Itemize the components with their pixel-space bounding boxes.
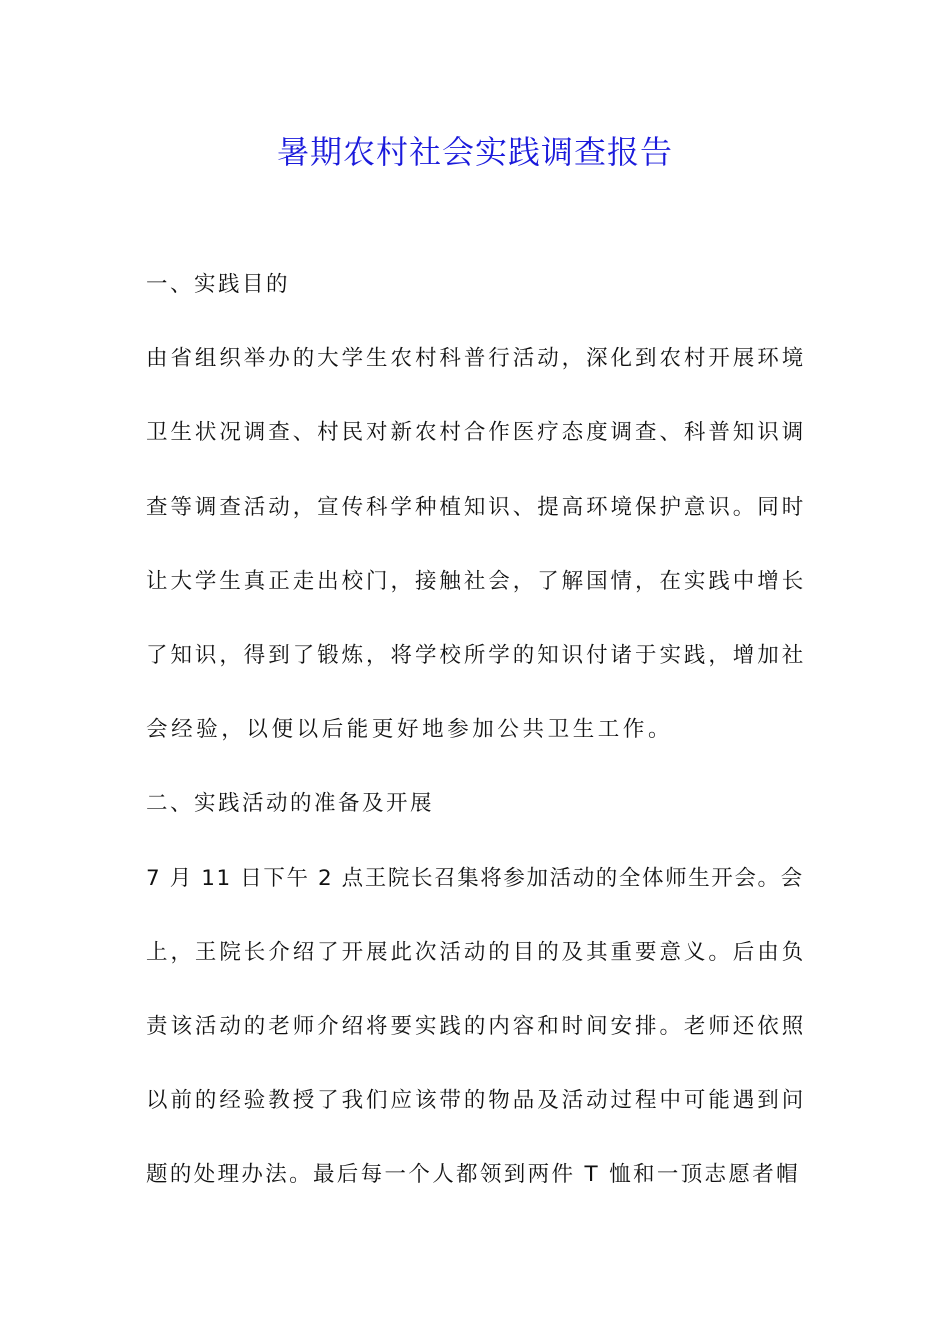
paragraph-line: 会经验，以便以后能更好地参加公共卫生工作。 xyxy=(146,717,674,743)
section-heading-preparation: 二、实践活动的准备及开展 xyxy=(146,791,435,817)
paragraph-line: 题的处理办法。最后每一个人都领到两件 T 恤和一顶志愿者帽 xyxy=(146,1162,800,1188)
section-heading-purpose: 一、实践目的 xyxy=(146,272,291,297)
paragraph-line: 查等调查活动，宣传科学种植知识、提高环境保护意识。同时 xyxy=(146,494,807,520)
paragraph-line: 责该活动的老师介绍将要实践的内容和时间安排。老师还依照 xyxy=(146,1013,807,1039)
document-title: 暑期农村社会实践调查报告 xyxy=(276,133,673,171)
paragraph-line: 以前的经验教授了我们应该带的物品及活动过程中可能遇到问 xyxy=(146,1088,807,1114)
document-body xyxy=(146,258,806,1222)
paragraph-line: 卫生状况调查、村民对新农村合作医疗态度调查、科普知识调 xyxy=(146,420,807,446)
paragraph-line: 7 月 11 日下午 2 点王院长召集将参加活动的全体师生开会。会 xyxy=(146,865,804,891)
paragraph-line: 由省组织举办的大学生农村科普行活动，深化到农村开展环境 xyxy=(146,346,807,372)
paragraph-line: 了知识，得到了锻炼，将学校所学的知识付诸于实践，增加社 xyxy=(146,642,807,668)
paragraph-line: 让大学生真正走出校门，接触社会，了解国情，在实践中增长 xyxy=(146,568,807,594)
paragraph-line: 上，王院长介绍了开展此次活动的目的及其重要意义。后由负 xyxy=(146,939,807,965)
